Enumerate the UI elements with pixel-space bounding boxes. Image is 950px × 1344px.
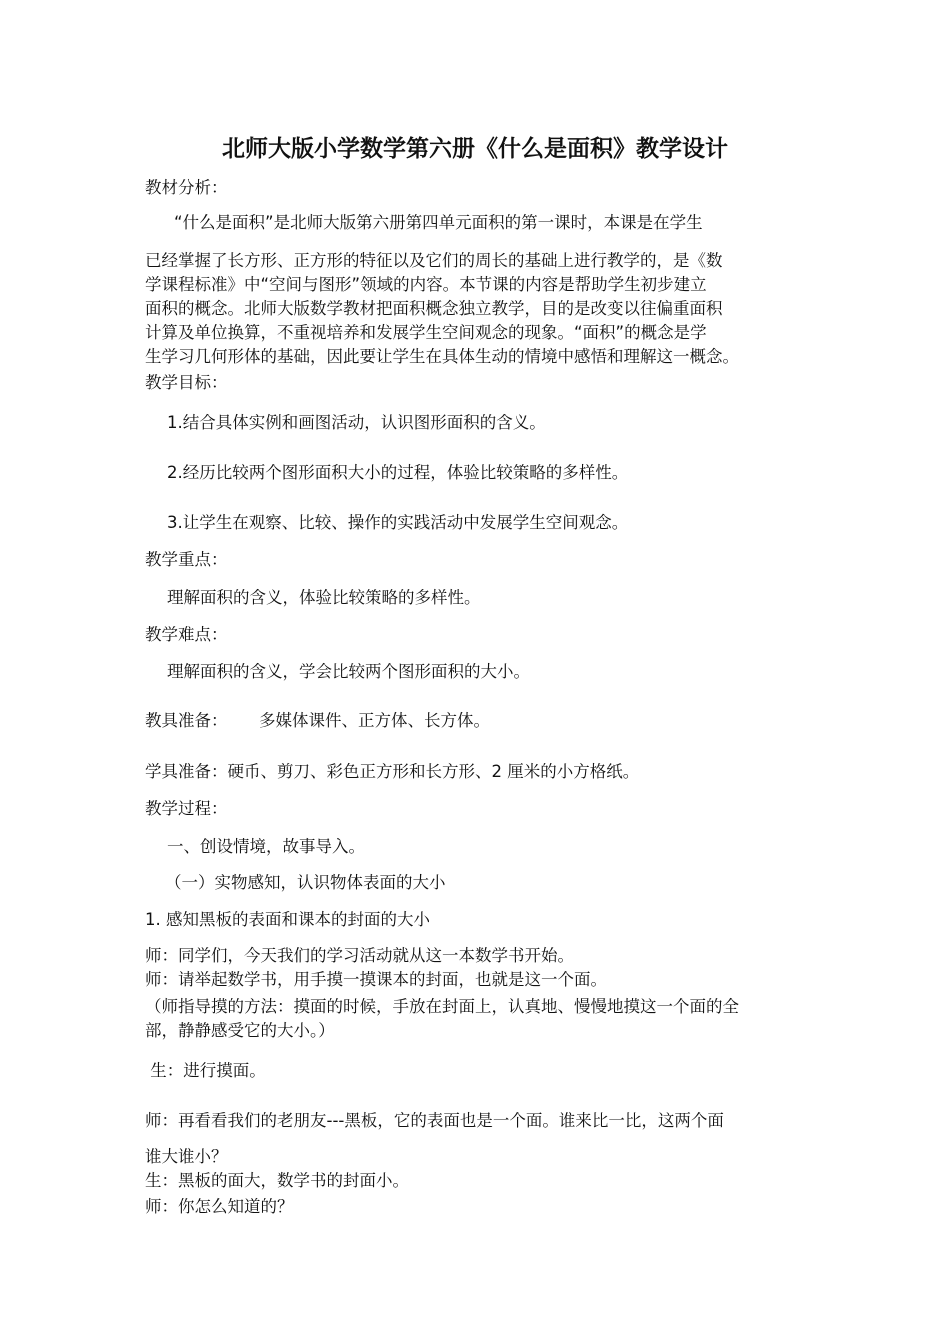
dialog-line: 生：黑板的面大，数学书的封面小。 (145, 1171, 409, 1190)
material-paragraph-line: 已经掌握了长方形、正方形的特征以及它们的周长的基础上进行教学的，是《数 (145, 251, 723, 270)
dialog-line: 师：请举起数学书，用手摸一摸课本的封面，也就是这一个面。 (145, 970, 607, 989)
step-heading: 一、创设情境，故事导入。 (167, 837, 365, 856)
item-heading: 1. 感知黑板的表面和课本的封面的大小 (145, 910, 430, 929)
material-paragraph-line: 面积的概念。北师大版数学教材把面积概念独立教学，目的是改变以往偏重面积 (145, 299, 723, 318)
substep-heading: （一）实物感知，认识物体表面的大小 (165, 873, 446, 892)
key-text: 理解面积的含义，体验比较策略的多样性。 (167, 588, 481, 607)
material-paragraph-line: “什么是面积”是北师大版第六册第四单元面积的第一课时，本课是在学生 (174, 213, 703, 232)
difficulty-heading: 教学难点： (145, 625, 228, 644)
document-title: 北师大版小学数学第六册《什么是面积》教学设计 (222, 136, 728, 162)
goal-item: 3.让学生在观察、比较、操作的实践活动中发展学生空间观念。 (167, 513, 629, 532)
process-heading: 教学过程： (145, 799, 228, 818)
difficulty-text: 理解面积的含义，学会比较两个图形面积的大小。 (167, 662, 530, 681)
dialog-line: 师：再看看我们的老朋友---黑板，它的表面也是一个面。谁来比一比，这两个面 (145, 1111, 724, 1130)
material-heading: 教材分析： (145, 178, 228, 197)
goal-item: 1.结合具体实例和画图活动，认识图形面积的含义。 (167, 413, 546, 432)
teacher-tools: 教具准备： 多媒体课件、正方体、长方体。 (145, 711, 490, 730)
material-paragraph-line: 生学习几何形体的基础，因此要让学生在具体生动的情境中感悟和理解这一概念。 (145, 347, 739, 366)
material-paragraph-line: 计算及单位换算，不重视培养和发展学生空间观念的现象。“面积”的概念是学 (145, 323, 707, 342)
dialog-line: 师：你怎么知道的？ (145, 1197, 294, 1216)
goal-item: 2.经历比较两个图形面积大小的过程，体验比较策略的多样性。 (167, 463, 629, 482)
dialog-line: 生：进行摸面。 (145, 1061, 266, 1080)
goals-heading: 教学目标： (145, 373, 228, 392)
dialog-line: 部，静静感受它的大小。） (145, 1021, 335, 1040)
dialog-line: 谁大谁小？ (145, 1147, 228, 1166)
student-tools: 学具准备：硬币、剪刀、彩色正方形和长方形、2 厘米的小方格纸。 (145, 762, 640, 781)
material-paragraph-line: 学课程标准》中“空间与图形”领域的内容。本节课的内容是帮助学生初步建立 (145, 275, 707, 294)
key-heading: 教学重点： (145, 550, 228, 569)
dialog-line: 师：同学们，今天我们的学习活动就从这一本数学书开始。 (145, 946, 574, 965)
dialog-line: （师指导摸的方法：摸面的时候，手放在封面上，认真地、慢慢地摸这一个面的全 (145, 997, 739, 1016)
